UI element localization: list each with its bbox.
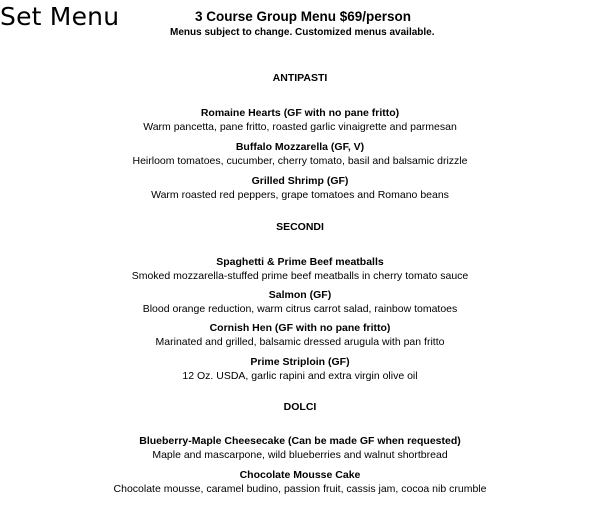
item-name: Spaghetti & Prime Beef meatballs bbox=[216, 256, 384, 268]
menu-item bbox=[0, 355, 600, 383]
menu-item bbox=[0, 106, 600, 134]
menu-item bbox=[0, 434, 600, 462]
item-description: Marinated and grilled, balsamic dressed arugula with pan fritto bbox=[155, 336, 445, 348]
menu-item bbox=[0, 140, 600, 168]
item-description: Heirloom tomatoes, cucumber, cherry tomato, basil and balsamic drizzle bbox=[132, 155, 468, 167]
section-heading-secondi: SECONDI bbox=[276, 221, 324, 233]
menu-headline: 3 Course Group Menu $69/person bbox=[195, 9, 412, 24]
menu-item bbox=[0, 321, 600, 349]
item-name: Grilled Shrimp (GF) bbox=[251, 175, 349, 187]
item-name: Cornish Hen (GF with no pane fritto) bbox=[209, 322, 391, 334]
item-name: Romaine Hearts (GF with no pane fritto) bbox=[200, 107, 400, 119]
menu-item bbox=[0, 288, 600, 316]
item-description: Smoked mozzarella-stuffed prime beef meatballs in cherry tomato sauce bbox=[131, 270, 469, 282]
item-description: Warm pancetta, pane fritto, roasted garlic vinaigrette and parmesan bbox=[143, 121, 457, 133]
item-description: Blood orange reduction, warm citrus carrot salad, rainbow tomatoes bbox=[142, 303, 458, 315]
item-description: 12 Oz. USDA, garlic rapini and extra virgin olive oil bbox=[182, 370, 418, 382]
section-heading-antipasti: ANTIPASTI bbox=[272, 72, 328, 84]
page-title: Set Menu bbox=[0, 2, 120, 31]
item-description: Maple and mascarpone, wild blueberries and walnut shortbread bbox=[152, 449, 448, 461]
item-name: Chocolate Mousse Cake bbox=[239, 469, 361, 481]
menu-item bbox=[0, 255, 600, 283]
item-name: Salmon (GF) bbox=[268, 289, 332, 301]
item-name: Buffalo Mozzarella (GF, V) bbox=[235, 141, 365, 153]
item-name: Prime Striploin (GF) bbox=[250, 356, 350, 368]
menu-item bbox=[0, 468, 600, 496]
menu-subline: Menus subject to change. Customized menus available. bbox=[170, 27, 435, 38]
item-name: Blueberry-Maple Cheesecake (Can be made GF when requested) bbox=[139, 435, 461, 447]
item-description: Warm roasted red peppers, grape tomatoes and Romano beans bbox=[151, 189, 449, 201]
item-description: Chocolate mousse, caramel budino, passion fruit, cassis jam, cocoa nib crumble bbox=[113, 483, 487, 495]
menu-item bbox=[0, 174, 600, 202]
section-heading-dolci: DOLCI bbox=[283, 401, 317, 413]
